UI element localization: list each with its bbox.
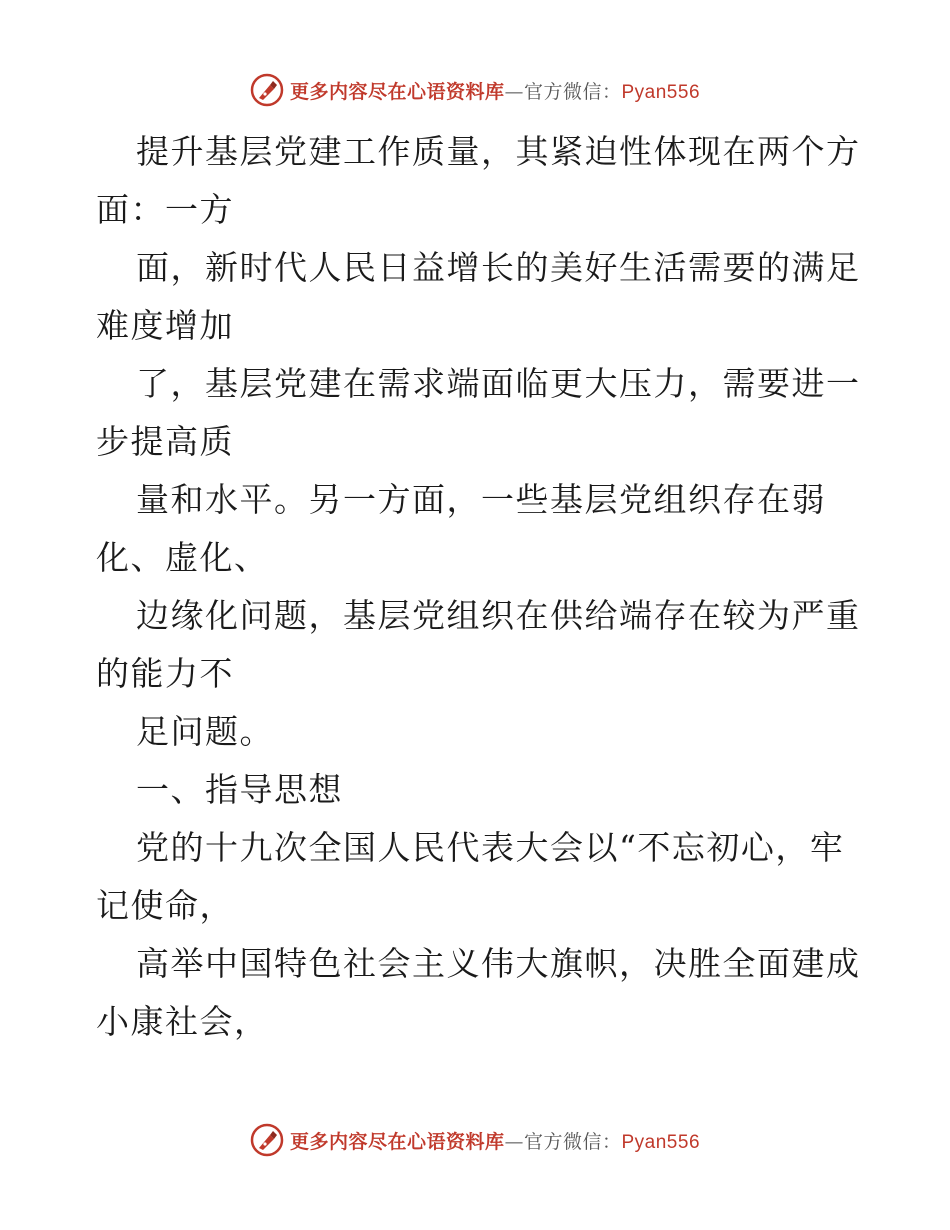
body-line: 足问题。 (136, 712, 274, 751)
footer-wechat-label: 官方微信： (523, 1130, 622, 1153)
header-site-name: 更多内容尽在心语资料库 (289, 80, 505, 103)
header-wechat-label: 官方微信： (523, 80, 622, 103)
body-line: 难度增加 (96, 306, 234, 345)
pen-nib-logo-icon (250, 1123, 284, 1157)
footer-site-name: 更多内容尽在心语资料库 (289, 1130, 505, 1153)
body-line: 提升基层党建工作质量，其紧迫性体现在两个方 (136, 132, 861, 171)
footer-wechat-id: Pyan556 (621, 1131, 701, 1153)
body-line: 化、虚化、 (96, 538, 269, 577)
body-line: 高举中国特色社会主义伟大旗帜，决胜全面建成 (136, 944, 861, 983)
header-banner (0, 70, 950, 110)
header-wechat-id: Pyan556 (621, 81, 701, 103)
body-line: 量和水平。另一方面，一些基层党组织存在弱 (136, 480, 826, 519)
footer-banner-text (290, 1127, 700, 1154)
body-line: 记使命， (96, 886, 234, 925)
body-line: 了，基层党建在需求端面临更大压力，需要进一 (136, 364, 861, 403)
body-line: 边缘化问题，基层党组织在供给端存在较为严重 (136, 596, 861, 635)
body-line: 党的十九次全国人民代表大会以“不忘初心，牢 (136, 828, 845, 867)
body-line: 的能力不 (96, 654, 234, 693)
body-line: 面，新时代人民日益增长的美好生活需要的满足 (136, 248, 861, 287)
footer-banner (0, 1120, 950, 1160)
body-line: 面：一方 (96, 190, 234, 229)
footer-separator: — (504, 1130, 524, 1153)
body-line: 步提高质 (96, 422, 234, 461)
document-body (96, 123, 861, 1051)
section-heading: 一、指导思想 (136, 770, 343, 809)
header-banner-text (290, 77, 700, 104)
header-separator: — (504, 80, 524, 103)
body-line: 小康社会， (96, 1002, 269, 1041)
pen-nib-logo-icon (250, 73, 284, 107)
